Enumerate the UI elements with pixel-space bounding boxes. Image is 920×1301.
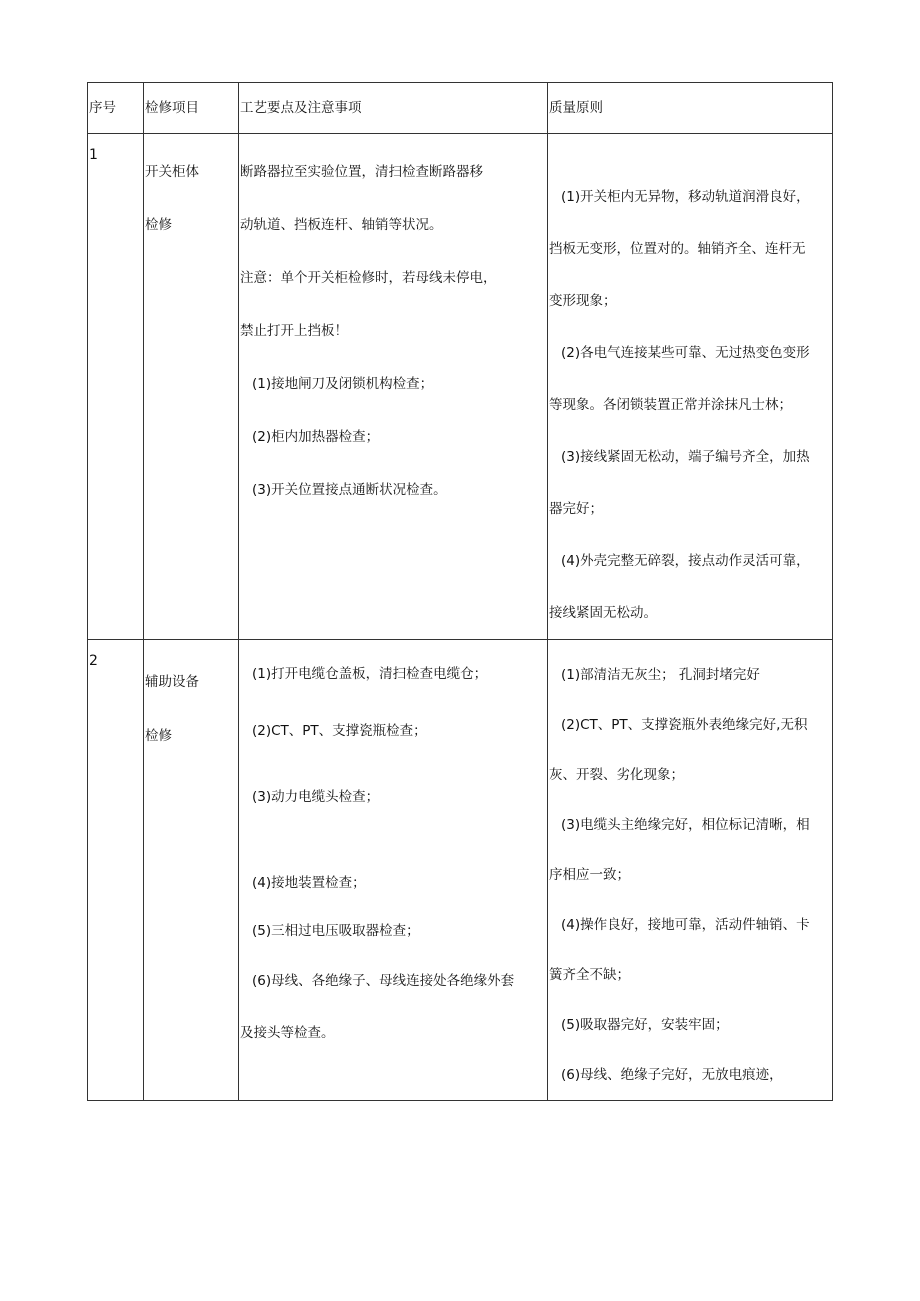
process-line: 注意：单个开关柜检修时，若母线未停电， bbox=[240, 270, 497, 286]
quality-line: (3)接线紧固无松动，端子编号齐全，加热 bbox=[561, 449, 810, 465]
row-number-cell bbox=[88, 134, 144, 640]
process-line: (3)开关位置接点通断状况检查。 bbox=[252, 482, 447, 498]
quality-line: (4)外壳完整无碎裂，接点动作灵活可靠， bbox=[561, 553, 810, 569]
row-number: 2 bbox=[89, 653, 98, 669]
process-line: (1)打开电缆仓盖板，清扫检查电缆仓； bbox=[252, 666, 488, 682]
header-cell-no: 序号 bbox=[88, 83, 144, 134]
quality-line: 挡板无变形，位置对的。轴销齐全、连杆无 bbox=[549, 241, 806, 257]
quality-cell bbox=[548, 640, 833, 1101]
quality-line: (1)部清洁无灰尘； 孔洞封堵完好 bbox=[561, 667, 760, 683]
process-line: (4)接地装置检查； bbox=[252, 875, 366, 891]
quality-line: 序相应一致； bbox=[549, 867, 630, 883]
process-line: (6)母线、各绝缘子、母线连接处各绝缘外套 bbox=[252, 973, 515, 989]
quality-line: 变形现象； bbox=[549, 293, 617, 309]
header-cell-process: 工艺要点及注意事项 bbox=[239, 83, 548, 134]
quality-line: (4)操作良好，接地可靠，活动件轴销、卡 bbox=[561, 917, 810, 933]
process-line: 动轨道、挡板连杆、轴销等状况。 bbox=[240, 217, 443, 233]
item-line: 开关柜体 bbox=[145, 164, 199, 180]
quality-line: (3)电缆头主绝缘完好，相位标记清晰，相 bbox=[561, 817, 810, 833]
quality-line: 簧齐全不缺； bbox=[549, 967, 630, 983]
quality-line: 等现象。各闭锁装置正常并涂抹凡士林； bbox=[549, 397, 792, 413]
quality-line: (2)各电气连接某些可靠、无过热变色变形 bbox=[561, 345, 810, 361]
process-line: (1)接地闸刀及闭锁机构检查； bbox=[252, 376, 434, 392]
quality-line: (2)CT、PT、支撑瓷瓶外表绝缘完好,无积 bbox=[561, 717, 808, 733]
process-line: (2)柜内加热器检查； bbox=[252, 429, 380, 445]
table-row bbox=[88, 134, 833, 640]
quality-cell bbox=[548, 134, 833, 640]
process-line: 禁止打开上挡板！ bbox=[240, 323, 348, 339]
header-cell-item: 检修项目 bbox=[144, 83, 239, 134]
quality-line: (6)母线、绝缘子完好，无放电痕迹， bbox=[561, 1067, 783, 1083]
process-line: (2)CT、PT、支撑瓷瓶检查； bbox=[252, 723, 427, 739]
quality-line: (1)开关柜内无异物，移动轨道润滑良好， bbox=[561, 189, 810, 205]
header-cell-quality: 质量原则 bbox=[548, 83, 833, 134]
process-line: 断路器拉至实验位置，清扫检查断路器移 bbox=[240, 164, 483, 180]
item-line: 检修 bbox=[145, 217, 172, 233]
table-row bbox=[88, 640, 833, 1101]
item-line: 辅助设备 bbox=[145, 674, 199, 690]
item-cell bbox=[144, 134, 239, 640]
process-cell bbox=[239, 134, 548, 640]
maintenance-table bbox=[87, 82, 833, 1101]
quality-line: 器完好； bbox=[549, 501, 603, 517]
process-cell bbox=[239, 640, 548, 1101]
quality-line: 接线紧固无松动。 bbox=[549, 605, 657, 621]
quality-line: 灰、开裂、劣化现象； bbox=[549, 767, 684, 783]
process-line: 及接头等检查。 bbox=[240, 1025, 335, 1041]
table-header-row bbox=[88, 83, 833, 134]
quality-line: (5)吸取器完好，安装牢固； bbox=[561, 1017, 729, 1033]
process-line: (5)三相过电压吸取器检查； bbox=[252, 923, 420, 939]
item-line: 检修 bbox=[145, 728, 172, 744]
item-cell bbox=[144, 640, 239, 1101]
row-number: 1 bbox=[89, 147, 98, 163]
row-number-cell bbox=[88, 640, 144, 1101]
process-line: (3)动力电缆头检查； bbox=[252, 789, 380, 805]
